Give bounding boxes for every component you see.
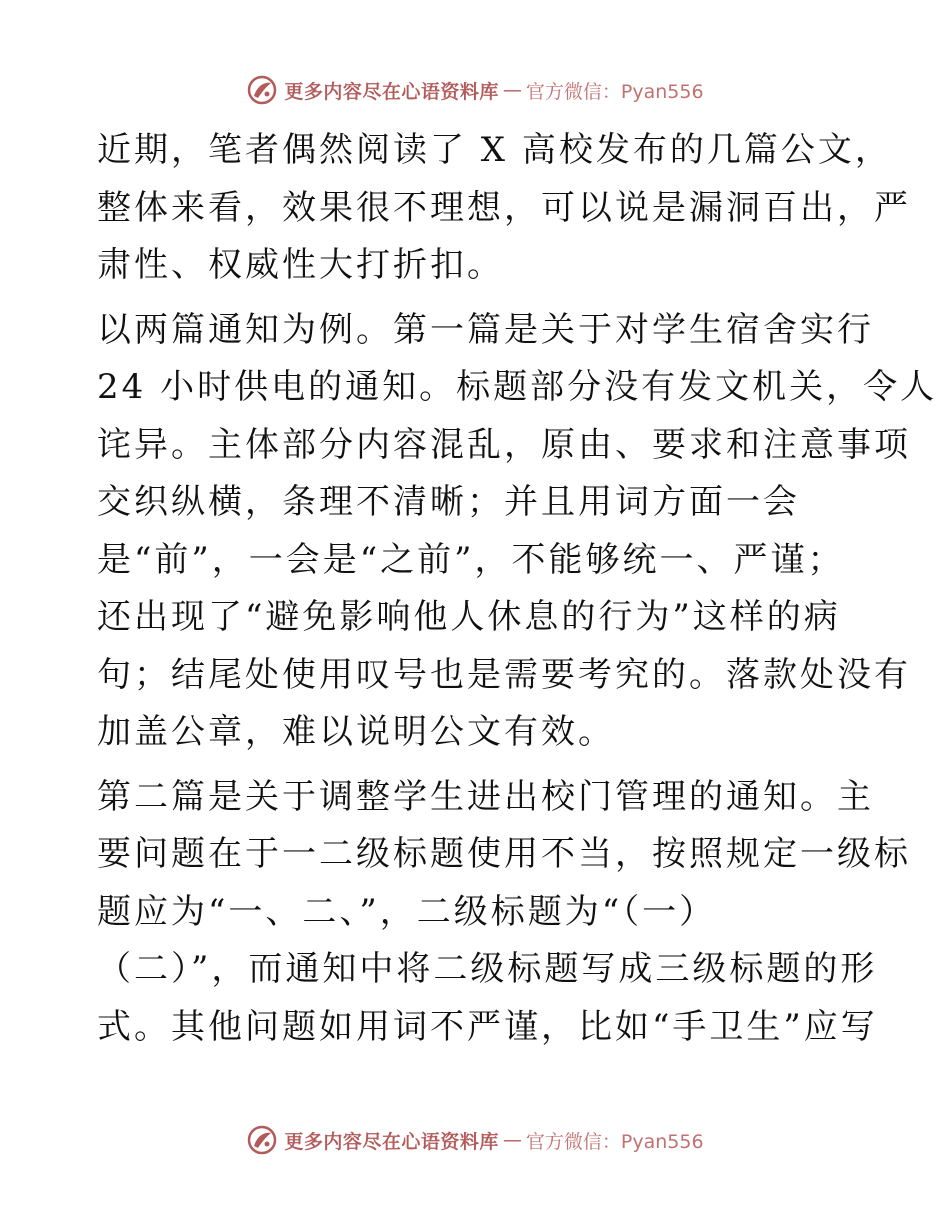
text-line: 加盖公章，难以说明公文有效。 [97, 712, 615, 752]
text-line: 整体来看，效果很不理想，可以说是漏洞百出，严 [97, 187, 911, 228]
watermark-separator: — [502, 1129, 522, 1151]
paragraph-3 [97, 769, 911, 1057]
watermark-wechat-text: 官方微信：Pyan556 [525, 80, 704, 103]
paragraph-2 [97, 302, 938, 762]
red-seal-logo-icon [246, 1124, 278, 1156]
red-seal-logo-icon [246, 74, 278, 106]
watermark-wechat-text: 官方微信：Pyan556 [525, 1130, 704, 1153]
footer-watermark [0, 1120, 950, 1160]
text-line: 交织纵横，条理不清晰；并且用词方面一会 [97, 482, 800, 522]
text-line: 还出现了“避免影响他人休息的行为”这样的病 [97, 597, 841, 637]
text-line: 题应为“一、二、”，二级标题为“（一） [97, 891, 717, 932]
header-watermark [0, 70, 950, 110]
text-line: 诧异。主体部分内容混乱，原由、要求和注意事项 [97, 424, 911, 465]
text-line: 式。其他问题如用词不严谨，比如“手卫生”应写 [97, 1006, 878, 1047]
text-line: 句；结尾处使用叹号也是需要考究的。落款处没有 [97, 654, 911, 695]
text-line: 第二篇是关于调整学生进出校门管理的通知。主 [97, 776, 874, 817]
text-line: 肃性、权威性大打折扣。 [97, 245, 504, 285]
paragraph-1 [97, 122, 911, 295]
watermark-brand-text: 更多内容尽在心语资料库 [284, 80, 499, 103]
text-line: 近期，笔者偶然阅读了 X 高校发布的几篇公文， [97, 130, 892, 170]
watermark-brand-text: 更多内容尽在心语资料库 [284, 1130, 499, 1153]
text-line: 24 小时供电的通知。标题部分没有发文机关，令人 [97, 367, 938, 407]
text-line: 要问题在于一二级标题使用不当，按照规定一级标 [97, 834, 911, 874]
watermark-separator: — [502, 79, 522, 101]
document-body [97, 122, 938, 1063]
text-line: （二）”，而通知中将二级标题写成三级标题的形 [97, 949, 878, 989]
text-line: 是“前”，一会是“之前”，不能够统一、严谨； [97, 539, 845, 580]
text-line: 以两篇通知为例。第一篇是关于对学生宿舍实行 [97, 309, 874, 350]
